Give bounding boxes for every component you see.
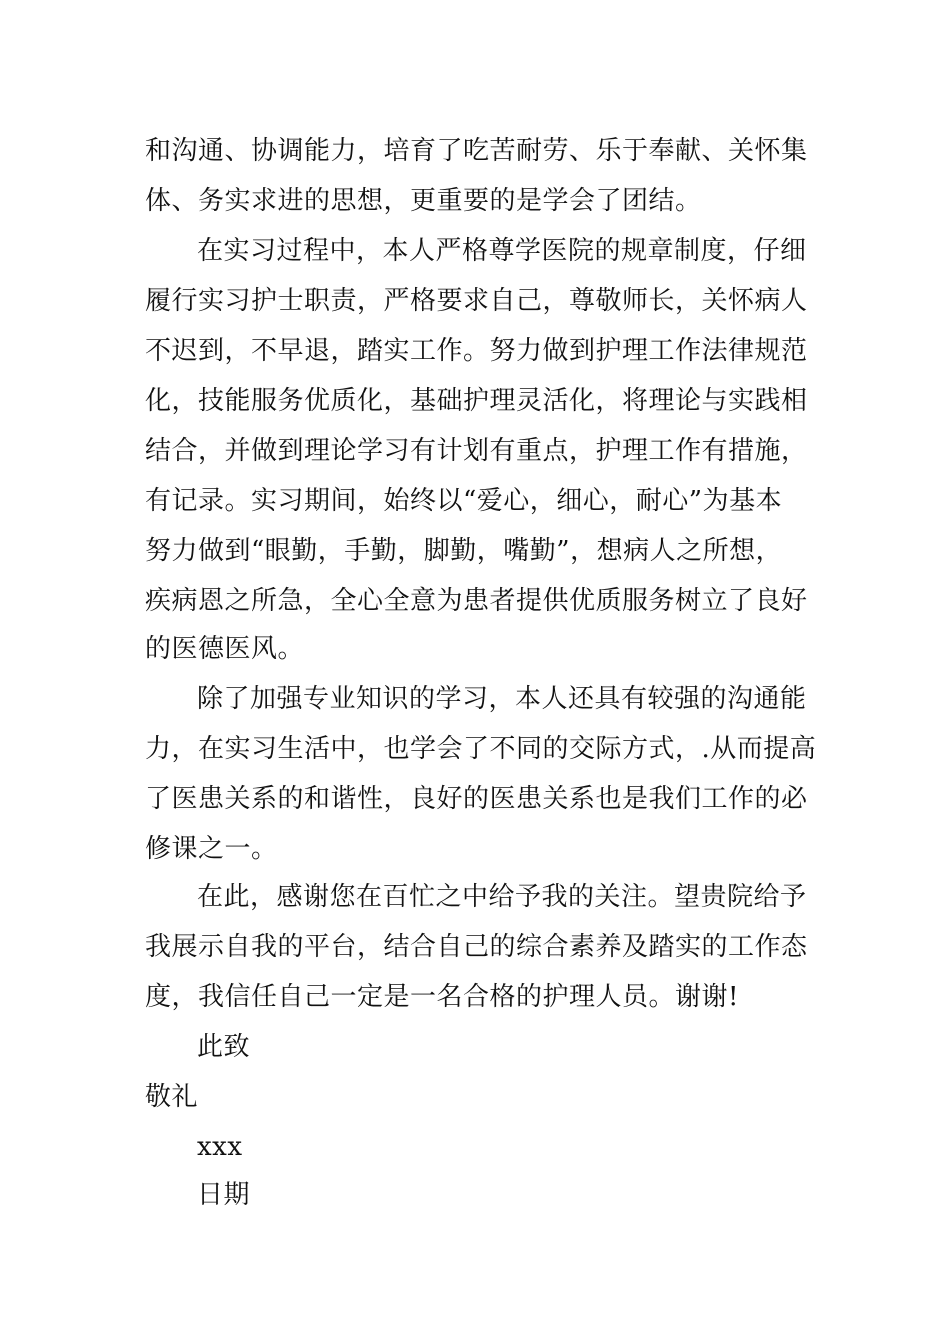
text-line: 化，技能服务优质化，基础护理灵活化，将理论与实践相 [145,386,808,416]
text-line: 履行实习护士职责，严格要求自己，尊敬师长，关怀病人 [145,286,808,316]
text-line: 有记录。实习期间，始终以“爱心，细心，耐心”为基本 [145,486,783,516]
paragraph-start: 在此，感谢您在百忙之中给予我的关注。望贵院给予 [197,882,807,912]
text-line: 和沟通、协调能力，培育了吃苦耐劳、乐于奉献、关怀集 [145,136,808,166]
paragraph-start: 除了加强专业知识的学习，本人还具有较强的沟通能 [197,684,807,714]
text-line: 结合，并做到理论学习有计划有重点，护理工作有措施， [145,436,808,466]
text-line: 体、务实求进的思想，更重要的是学会了团结。 [145,186,702,216]
text-line: 的医德医风。 [145,634,305,664]
salute-text: 敬礼 [145,1082,199,1112]
text-line: 疾病恩之所急，全心全意为患者提供优质服务树立了良好 [145,586,808,616]
signature-text: xxx [197,1132,243,1162]
paragraph-start: 在实习过程中，本人严格尊学医院的规章制度，仔细 [197,236,807,266]
text-line: 了医患关系的和谐性，良好的医患关系也是我们工作的必 [145,784,808,814]
text-line: 修课之一。 [145,834,278,864]
closing-text: 此致 [197,1032,251,1062]
text-line: 我展示自我的平台，结合自己的综合素养及踏实的工作态 [145,932,808,962]
text-line: 度，我信任自己一定是一名合格的护理人员。谢谢! [145,982,739,1012]
text-line: 努力做到“眼勤，手勤，脚勤，嘴勤”，想病人之所想， [145,536,783,566]
text-line: 力，在实习生活中，也学会了不同的交际方式，.从而提高 [145,734,817,764]
date-text: 日期 [197,1180,251,1210]
text-line: 不迟到，不早退，踏实工作。努力做到护理工作法律规范 [145,336,808,366]
